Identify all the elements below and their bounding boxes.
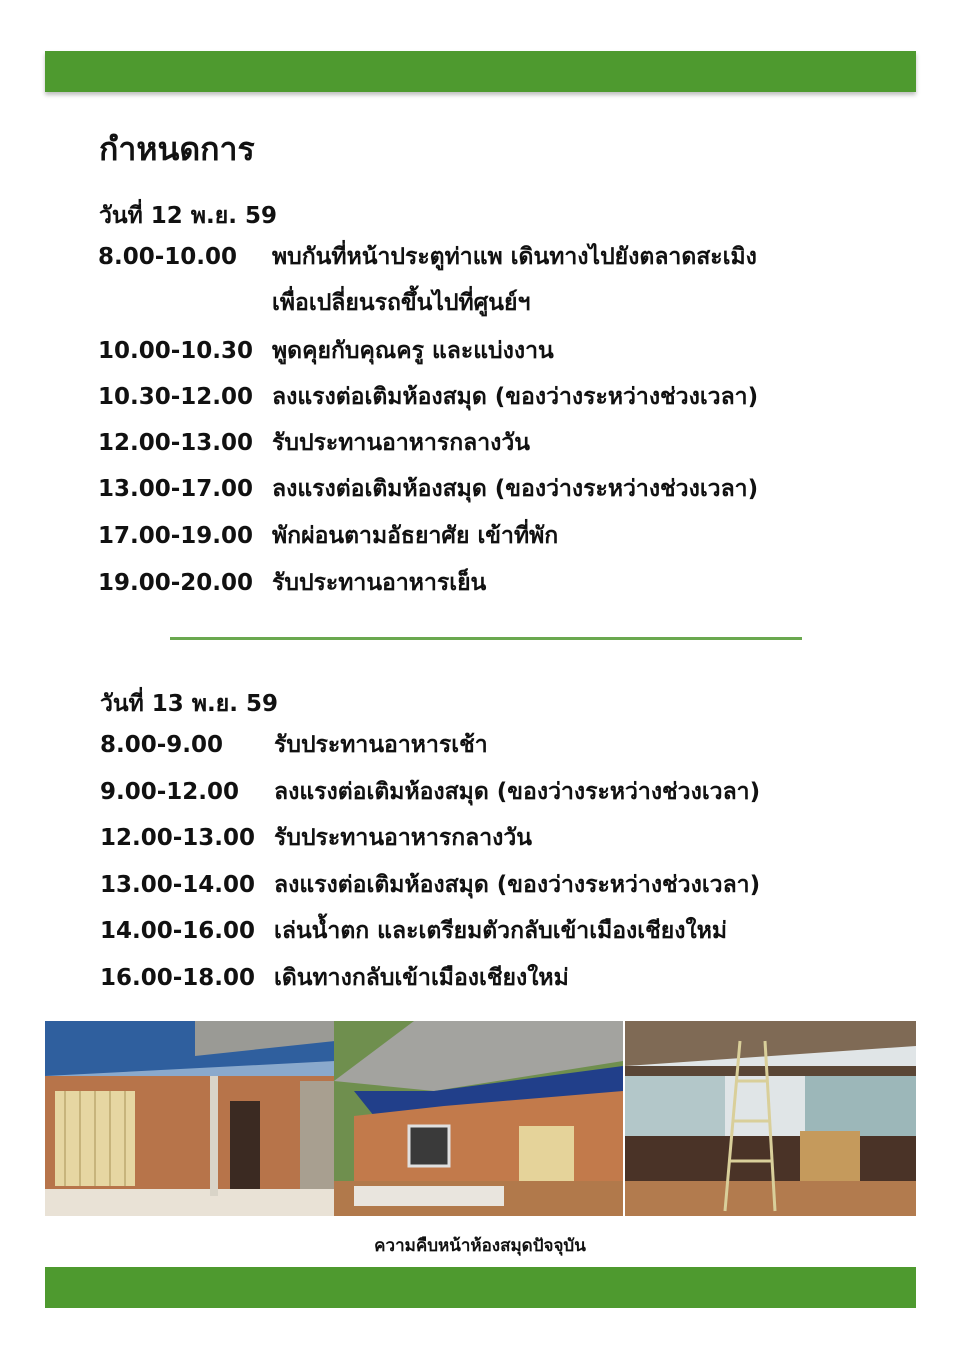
schedule-time: 14.00-16.00 [100,918,256,944]
schedule-activity: รับประทานอาหารกลางวัน [274,825,533,851]
footer-bar [45,1267,916,1308]
schedule-time: 10.00-10.30 [98,338,254,364]
schedule-activity: ลงแรงต่อเติมห้องสมุด (ของว่างระหว่างช่วงเวลา) [274,872,761,898]
schedule-activity: พูดคุยกับคุณครู และแบ่งงาน [272,338,554,364]
schedule-activity: รับประทานอาหารกลางวัน [272,430,531,456]
schedule-time: 10.30-12.00 [98,384,254,410]
schedule-time: 9.00-12.00 [100,779,240,805]
schedule-activity: ลงแรงต่อเติมห้องสมุด (ของว่างระหว่างช่วงเวลา) [272,476,759,502]
day1-heading: วันที่ 12 พ.ย. 59 [99,203,277,229]
schedule-activity: เดินทางกลับเข้าเมืองเชียงใหม่ [274,965,569,991]
schedule-time: 16.00-18.00 [100,965,256,991]
schedule-time: 19.00-20.00 [98,570,254,596]
section-divider [170,637,802,640]
library-photo [45,1021,335,1216]
photo-caption: ความคืบหน้าห้องสมุดปัจจุบัน [374,1236,586,1256]
schedule-activity: ลงแรงต่อเติมห้องสมุด (ของว่างระหว่างช่วงเวลา) [272,384,759,410]
library-photo [625,1021,916,1216]
page-title: กำหนดการ [99,130,255,168]
day2-heading: วันที่ 13 พ.ย. 59 [100,691,278,717]
schedule-time: 12.00-13.00 [98,430,254,456]
header-bar [45,51,916,92]
schedule-activity: ลงแรงต่อเติมห้องสมุด (ของว่างระหว่างช่วงเวลา) [274,779,761,805]
schedule-time: 8.00-10.00 [98,244,238,270]
schedule-time: 17.00-19.00 [98,523,254,549]
schedule-activity: พักผ่อนตามอัธยาศัย เข้าที่พัก [272,523,559,549]
schedule-time: 8.00-9.00 [100,732,224,758]
library-photo [334,1021,623,1216]
schedule-activity: รับประทานอาหารเย็น [272,570,487,596]
library-photo-strip [45,1021,916,1216]
schedule-time: 13.00-14.00 [100,872,256,898]
schedule-activity: รับประทานอาหารเช้า [274,732,488,758]
schedule-time: 12.00-13.00 [100,825,256,851]
schedule-time: 13.00-17.00 [98,476,254,502]
schedule-activity: เล่นน้ำตก และเตรียมตัวกลับเข้าเมืองเชียงใหม่ [274,918,728,944]
schedule-activity: เพื่อเปลี่ยนรถขึ้นไปที่ศูนย์ฯ [272,290,531,316]
schedule-activity: พบกันที่หน้าประตูท่าแพ เดินทางไปยังตลาดสะเมิง [272,244,757,270]
